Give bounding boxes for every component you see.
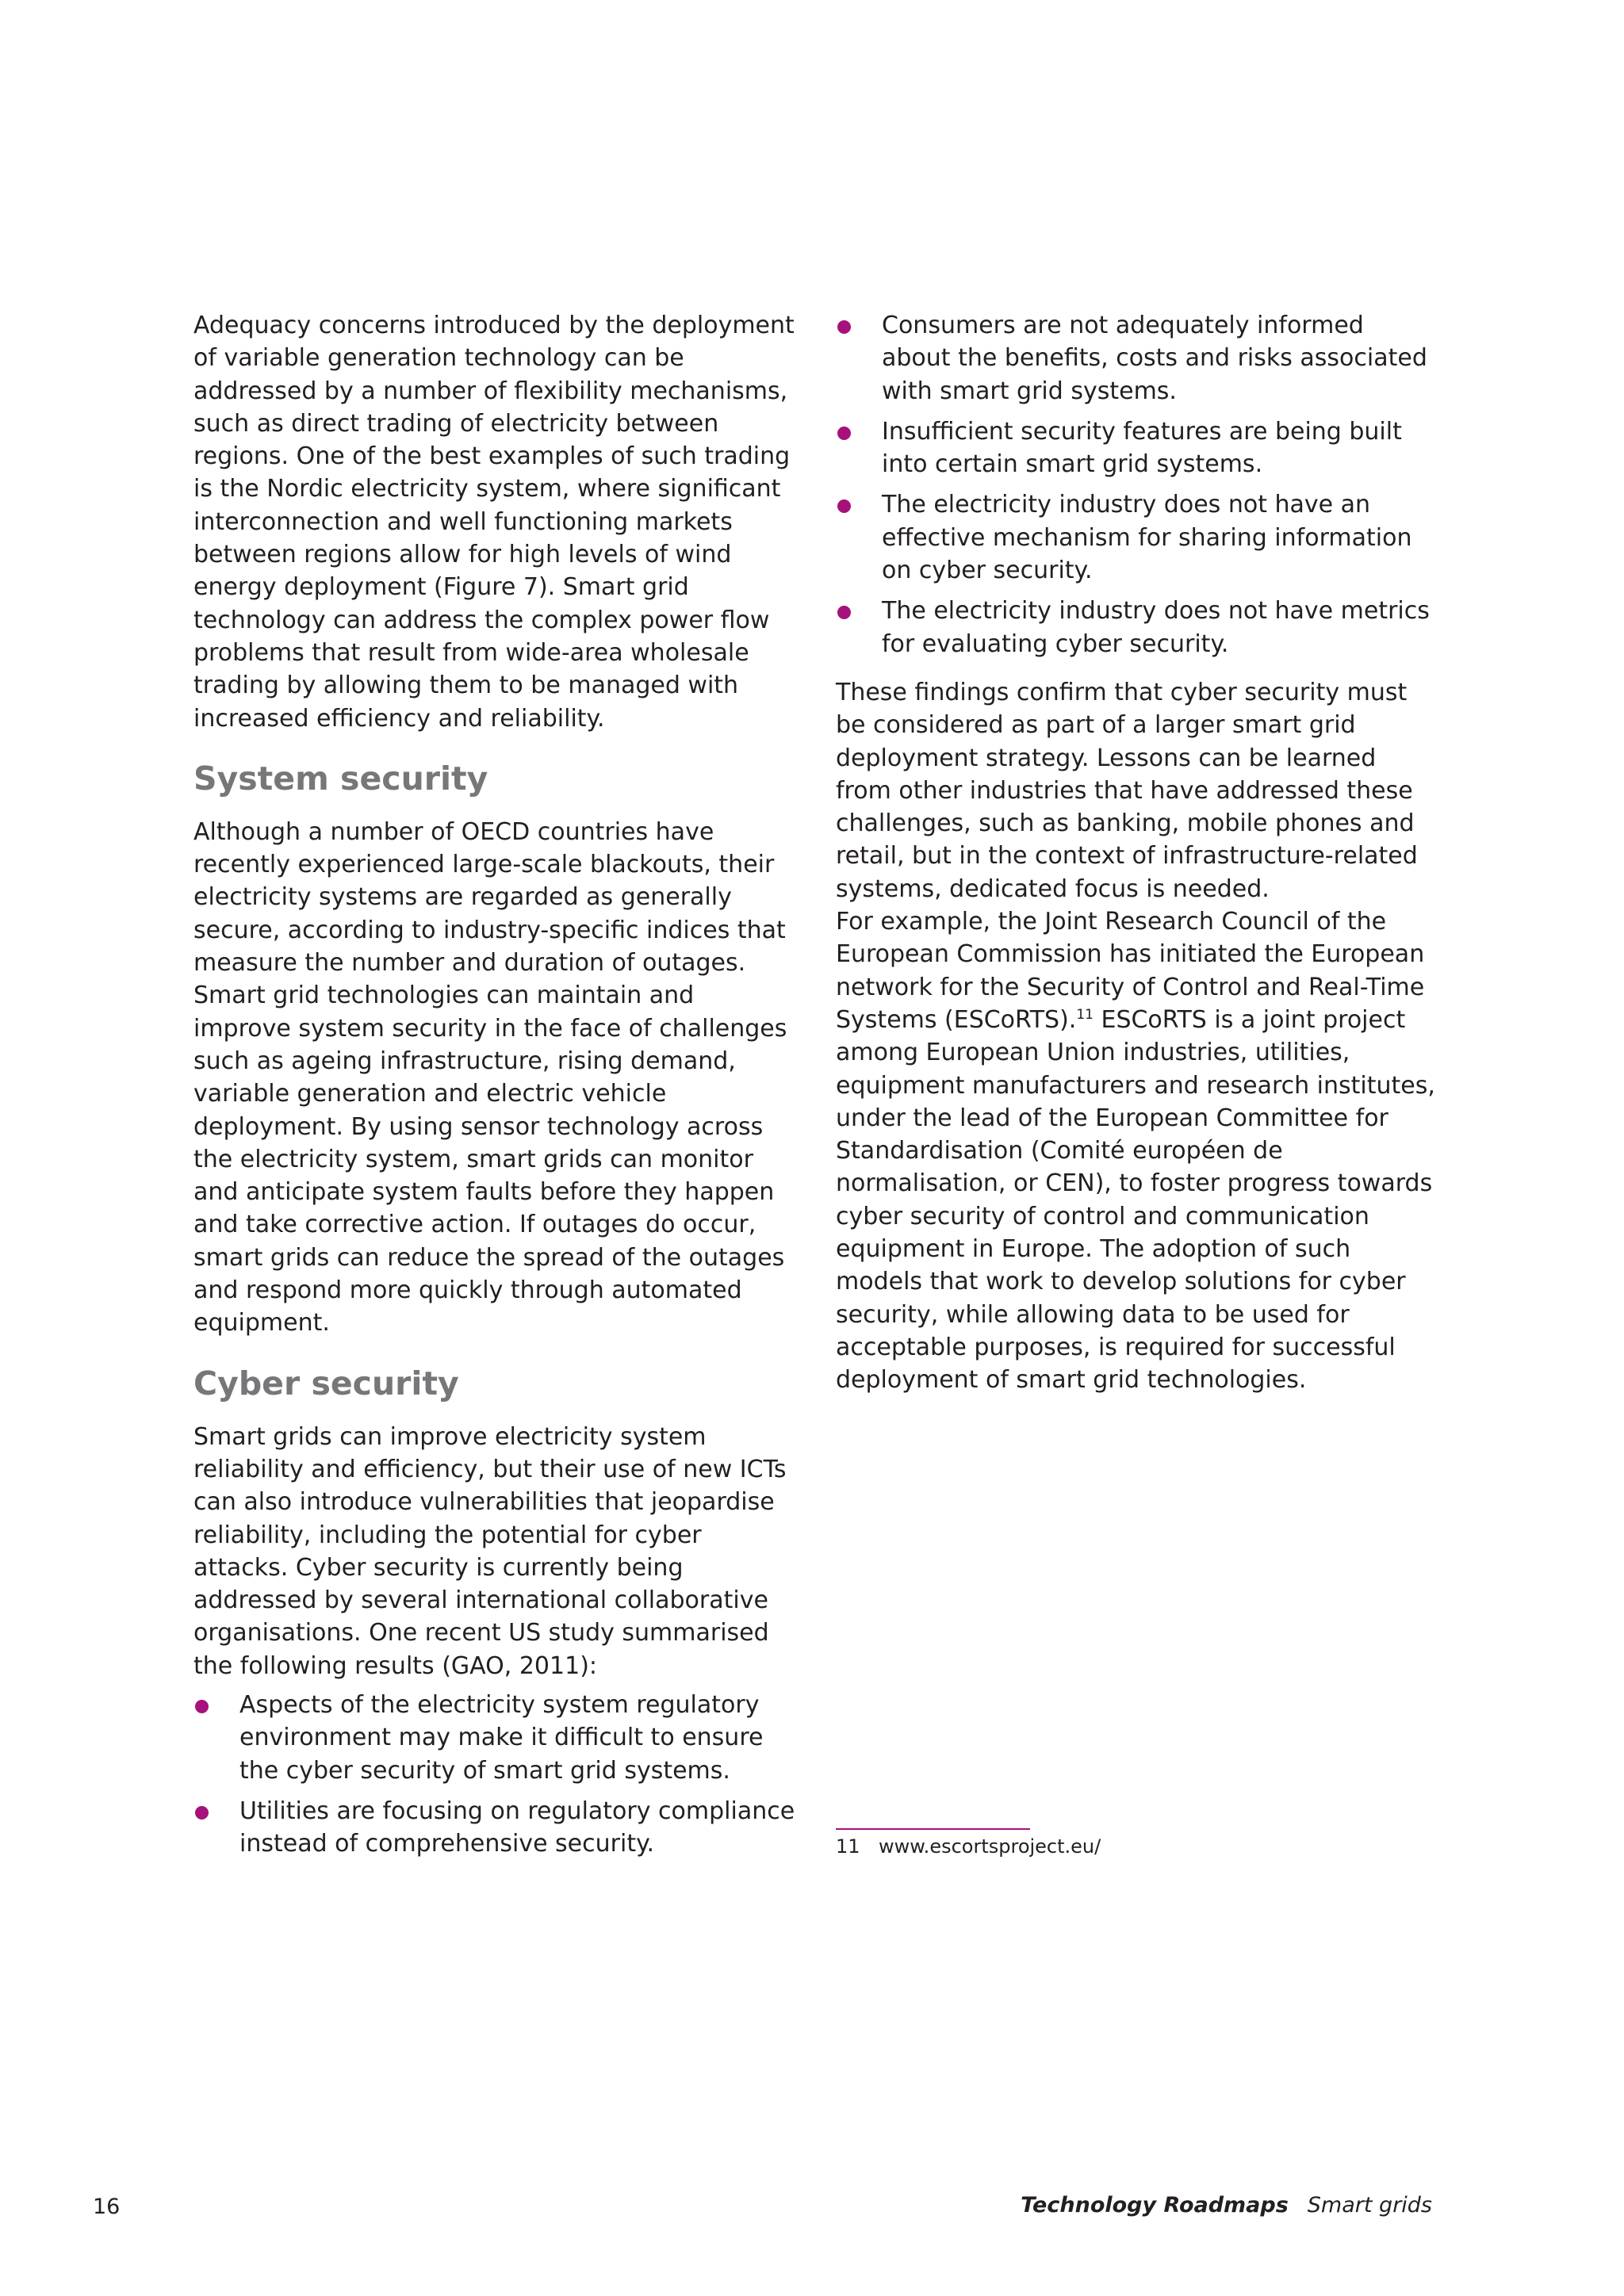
right-column	[836, 309, 1438, 1397]
paragraph-escorts	[836, 905, 1438, 1396]
list-item: The electricity industry does not have metrics for evaluating cyber security.	[836, 595, 1438, 660]
paragraph-adequacy: Adequacy concerns introduced by the deployment of variable generation technology can be addressed by a number of flexibility mechanisms, such as direct trading of electricity between regions. One of the best examples of such trading is the Nordic electricity system, where significant interconnection and well functioning markets between regions allow for high levels of wind energy deployment (Figure 7). Smart grid technology can address the complex power flow problems that result from wide-area wholesale trading by allowing them to be managed with increased efficiency and reliability.	[193, 312, 795, 733]
footer-topic: Smart grids	[1307, 2193, 1432, 2218]
footnote-number: 11	[836, 1835, 860, 1858]
heading-system-security: System security	[193, 759, 488, 798]
paragraph-system-security: Although a number of OECD countries have recently experienced large-scale blackouts, their electricity systems are regarded as generally secure, according to industry-specific indices that measure the number and duration of outages. Smart grid technologies can maintain and improve system security in the face of challenges such as ageing infrastructure, rising demand, variable generation and electric vehicle deployment. By using sensor technology across the electricity system, smart grids can monitor and anticipate system faults before they happen and take corrective action. If outages do occur, smart grids can reduce the spread of the outages and respond more quickly through automated equipment.	[193, 817, 787, 1337]
footer-series-title: Technology Roadmaps	[1021, 2193, 1289, 2218]
footnote-url: www.escortsproject.eu/	[879, 1835, 1101, 1858]
list-item: The electricity industry does not have an effective mechanism for sharing information on cyber security.	[836, 488, 1438, 587]
left-column	[193, 309, 796, 1868]
footnote-reference: 11	[1076, 1006, 1094, 1023]
heading-cyber-security: Cyber security	[193, 1364, 459, 1402]
list-item: Utilities are focusing on regulatory compliance instead of comprehensive security.	[193, 1795, 796, 1861]
footnote	[836, 1834, 1101, 1859]
running-footer	[1021, 2193, 1432, 2218]
page-number: 16	[93, 2195, 121, 2219]
escorts-text-before-ref: For example, the Joint Research Council of the European Commission has initiated the European network for the Security of Control and Real-Time Systems (ESCoRTS).	[836, 908, 1425, 1034]
gao-findings-list-part-1	[193, 1689, 796, 1860]
paragraph-cyber-security: Smart grids can improve electricity system reliability and efficiency, but their use of new ICTs can also introduce vulnerabilities that jeopardise reliability, including the potential for cyber attacks. Cyber security is currently being addressed by several international collaborative organisations. One recent US study summarised the following results (GAO, 2011):	[193, 1422, 787, 1680]
footnote-divider	[836, 1828, 1030, 1830]
paragraph-findings: These findings confirm that cyber security must be considered as part of a larger smart grid deployment strategy. Lessons can be learned from other industries that have addressed these challenges, such as banking, mobile phones and retail, but in the context of infrastructure-related systems, dedicated focus is needed.	[836, 678, 1418, 903]
gao-findings-list-part-2	[836, 309, 1438, 660]
escorts-text-after-ref: ESCoRTS is a joint project among European Union industries, utilities, equipment manufacturers and research institutes, under the lead of the European Committee for Standardisation (Comité européen de normalisation, or CEN), to foster progress towards cyber security of control and communication equipment in Europe. The adoption of such models that work to develop solutions for cyber security, while allowing data to be used for acceptable purposes, is required for successful deployment of smart grid technologies.	[836, 1005, 1435, 1395]
list-item: Aspects of the electricity system regulatory environment may make it difficult to ensure the cyber security of smart grid systems.	[193, 1689, 796, 1787]
list-item: Consumers are not adequately informed about the benefits, costs and risks associated with smart grid systems.	[836, 309, 1438, 408]
list-item: Insufficient security features are being built into certain smart grid systems.	[836, 415, 1438, 481]
